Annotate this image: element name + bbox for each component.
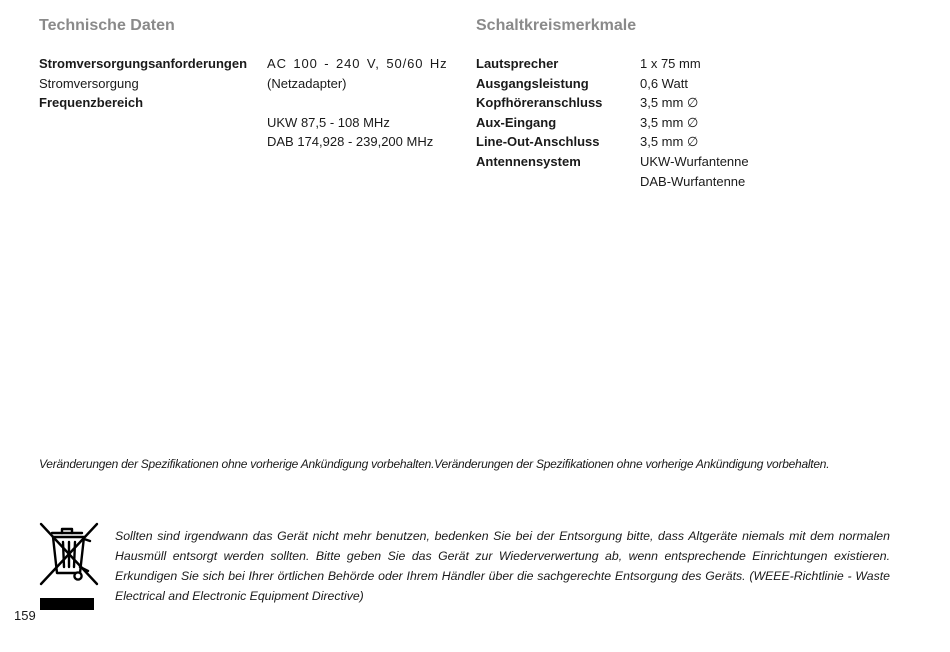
spec-row xyxy=(476,54,896,74)
spec-row xyxy=(39,54,459,74)
spec-value: UKW 87,5 - 108 MHz xyxy=(267,114,390,130)
spec-row xyxy=(476,93,896,113)
spec-value: (Netzadapter) xyxy=(267,75,347,91)
circuit-features-title: Schaltkreismerkmale xyxy=(476,17,637,34)
spec-key: Frequenzbereich xyxy=(39,95,144,111)
technical-data-table xyxy=(39,54,459,152)
spec-value: 3,5 mm ∅ xyxy=(640,134,699,150)
spec-row xyxy=(39,93,459,113)
spec-row xyxy=(476,152,896,172)
spec-value: AC 100 - 240 V, 50/60 Hz xyxy=(267,56,448,71)
spec-row xyxy=(476,132,896,152)
technical-data-title: Technische Daten xyxy=(39,17,175,34)
spec-value: DAB 174,928 - 239,200 MHz xyxy=(267,134,434,150)
spec-key: Aux-Eingang xyxy=(476,114,557,130)
spec-row xyxy=(476,172,896,192)
circuit-features-table xyxy=(476,54,896,191)
spec-value: 1 x 75 mm xyxy=(640,56,701,71)
spec-row xyxy=(476,113,896,133)
spec-row xyxy=(39,132,459,152)
page-number: 159 xyxy=(14,608,36,623)
spec-value: UKW-Wurfantenne xyxy=(640,153,749,169)
spec-key: Antennensystem xyxy=(476,153,581,169)
spec-key: Kopfhöreranschluss xyxy=(476,95,603,111)
spec-row xyxy=(476,74,896,94)
spec-value: DAB-Wurfantenne xyxy=(640,173,746,189)
spec-value: 3,5 mm ∅ xyxy=(640,95,699,111)
spec-value: 0,6 Watt xyxy=(640,75,688,91)
spec-key: Stromversorgung xyxy=(39,75,139,91)
spec-row xyxy=(39,74,459,94)
spec-key: Lautsprecher xyxy=(476,56,559,71)
spec-key: Stromversorgungsanforderungen xyxy=(39,56,248,71)
disposal-notice: Sollten sind irgendwann das Gerät nicht mehr benutzen, bedenken Sie bei der Entsorgung bitte, dass Altgeräte niemals mit dem normalen Hausmüll entsorgt werden sollten. Bitte geben Sie das Gerät zur Wiederverwertung ab, wenn entsprechende Einrichtungen existieren. Erkundigen Sie sich bei Ihrer örtlichen Behörde oder Ihrem Händler über die sachgerechte Entsorgung des Geräts. (WEEE-Richtlinie - Waste Electrical and Electronic Equipment Directive) xyxy=(115,529,890,603)
spec-key: Ausgangsleistung xyxy=(476,75,589,91)
specification-change-note: Veränderungen der Spezifikationen ohne vorherige Ankündigung vorbehalten.Veränderungen der Spezifikationen ohne vorherige Ankündigung vorbehalten. xyxy=(39,457,830,471)
spec-key: Line-Out-Anschluss xyxy=(476,134,600,150)
spec-value: 3,5 mm ∅ xyxy=(640,114,699,130)
spec-row xyxy=(39,113,459,133)
crossed-out-wheelie-bin-icon xyxy=(38,520,100,612)
